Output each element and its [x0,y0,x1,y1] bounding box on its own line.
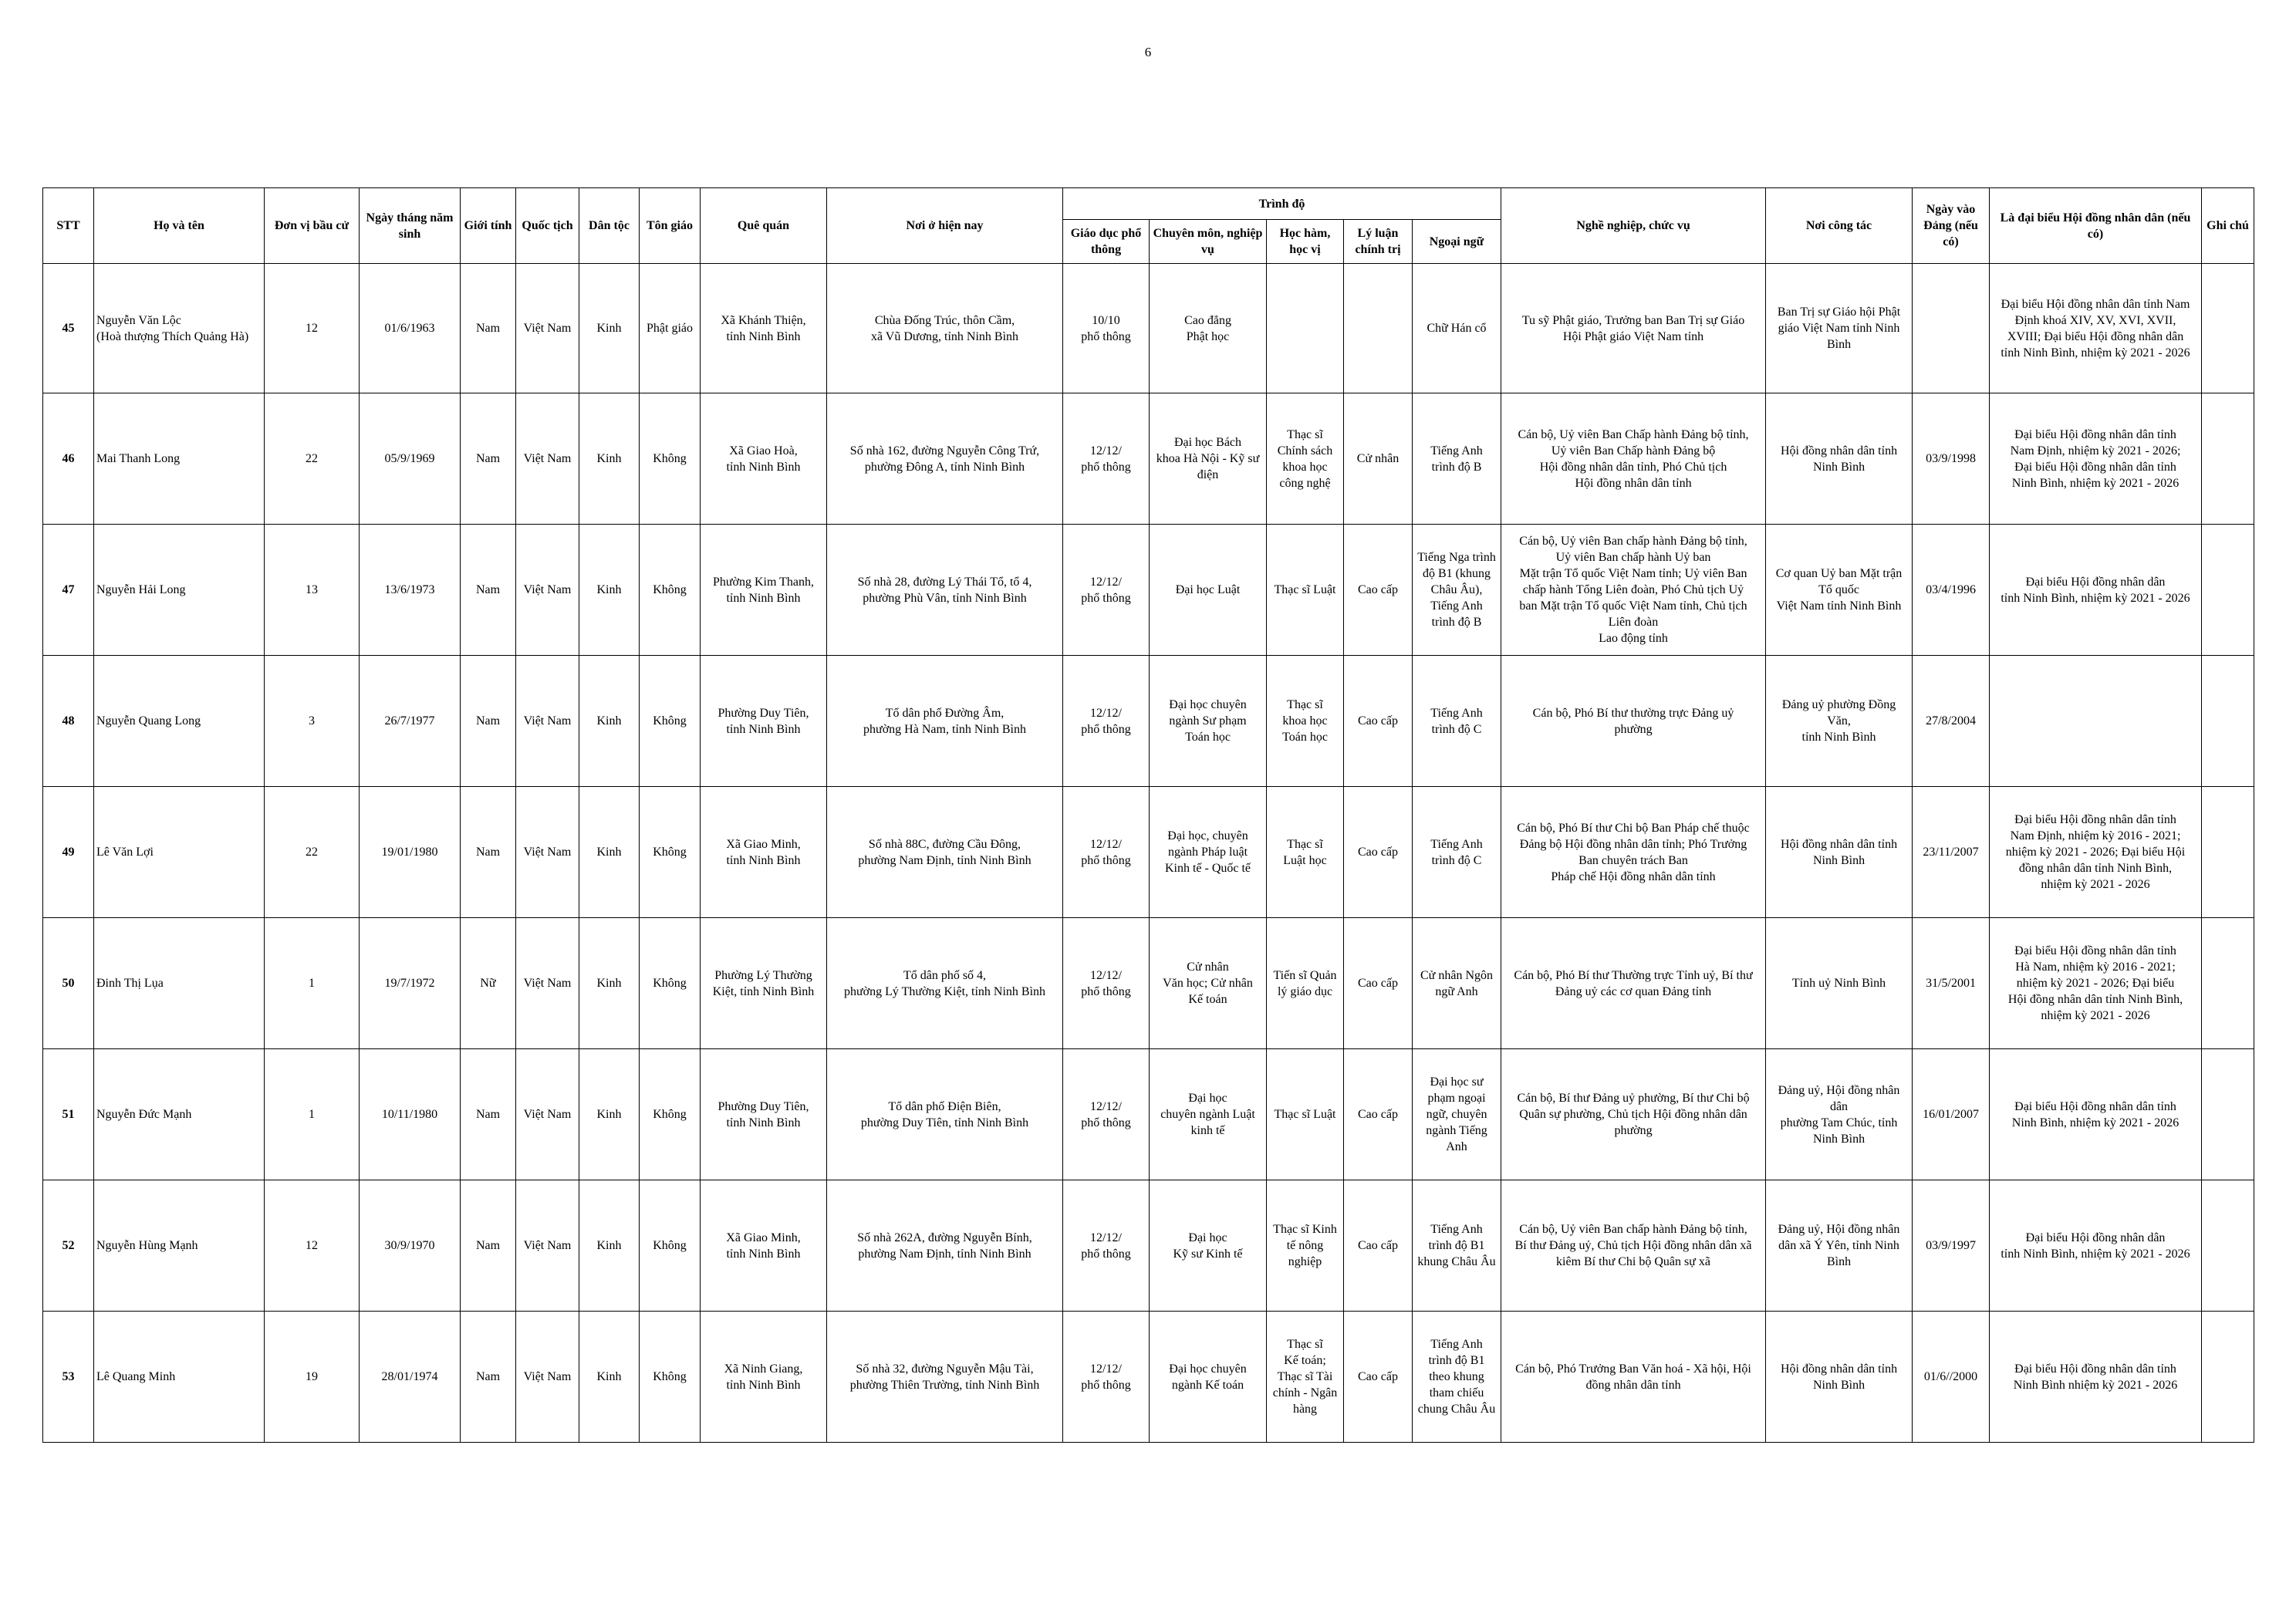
cell-ngay-vao-dang: 27/8/2004 [1913,656,1990,787]
cell-hoc-ham: Tiến sĩ Quản lý giáo dục [1267,918,1344,1049]
header-noi-o: Nơi ở hiện nay [827,188,1063,264]
cell-ngoai-ngu: Tiếng Anh trình độ B1 theo khung tham chiếu chung Châu Âu [1413,1312,1501,1443]
cell-hoc-ham: Thạc sĩ Luật [1267,1049,1344,1180]
cell-ho-ten: Nguyễn Hùng Mạnh [94,1180,265,1312]
cell-chuyen-mon: Đại học chuyên ngành Luật kinh tế [1150,1049,1267,1180]
cell-ghi-chu [2202,264,2254,393]
cell-stt: 52 [43,1180,94,1312]
cell-que-quan: Xã Giao Minh, tỉnh Ninh Bình [701,1180,827,1312]
page-number: 6 [1144,45,1152,59]
cell-don-vi: 1 [265,1049,360,1180]
cell-dai-bieu: Đại biểu Hội đồng nhân dân tỉnh Hà Nam, nhiệm kỳ 2016 - 2021; nhiệm kỳ 2021 - 2026; Đại biểu Hội đồng nhân dân tỉnh Ninh Bình, nhiệm kỳ 2021 - 2026 [1990,918,2202,1049]
cell-dai-bieu: Đại biểu Hội đồng nhân dân tỉnh Ninh Bình, nhiệm kỳ 2021 - 2026 [1990,525,2202,656]
cell-noi-cong-tac: Đảng uỷ phường Đồng Văn, tỉnh Ninh Bình [1766,656,1913,787]
header-ho-ten: Họ và tên [94,188,265,264]
cell-hoc-ham: Thạc sĩ Chính sách khoa học công nghệ [1267,393,1344,525]
cell-noi-cong-tac: Hội đồng nhân dân tỉnh Ninh Bình [1766,1312,1913,1443]
cell-dan-toc: Kinh [579,787,640,918]
cell-ngoai-ngu: Tiếng Anh trình độ B1 khung Châu Âu [1413,1180,1501,1312]
cell-ghi-chu [2202,525,2254,656]
cell-ly-luan: Cao cấp [1344,1312,1413,1443]
cell-gd-pho-thong: 12/12/ phổ thông [1063,393,1150,525]
cell-noi-o: Số nhà 32, đường Nguyễn Mậu Tài, phường Thiên Trường, tỉnh Ninh Bình [827,1312,1063,1443]
cell-hoc-ham: Thạc sĩ Kế toán; Thạc sĩ Tài chính - Ngân hàng [1267,1312,1344,1443]
cell-ho-ten: Nguyễn Đức Mạnh [94,1049,265,1180]
cell-ton-giao: Không [640,1180,701,1312]
cell-don-vi: 13 [265,525,360,656]
cell-dan-toc: Kinh [579,656,640,787]
cell-ngoai-ngu: Tiếng Anh trình độ C [1413,787,1501,918]
cell-que-quan: Phường Duy Tiên, tỉnh Ninh Bình [701,656,827,787]
cell-ngay-vao-dang [1913,264,1990,393]
cell-ngay-sinh: 10/11/1980 [360,1049,461,1180]
cell-ho-ten: Nguyễn Quang Long [94,656,265,787]
cell-gd-pho-thong: 12/12/ phổ thông [1063,1180,1150,1312]
cell-ngay-vao-dang: 31/5/2001 [1913,918,1990,1049]
cell-ly-luan: Cao cấp [1344,656,1413,787]
header-stt: STT [43,188,94,264]
cell-ly-luan: Cử nhân [1344,393,1413,525]
cell-ton-giao: Không [640,656,701,787]
cell-ly-luan: Cao cấp [1344,1049,1413,1180]
cell-quoc-tich: Việt Nam [516,787,579,918]
cell-dan-toc: Kinh [579,525,640,656]
cell-gd-pho-thong: 12/12/ phổ thông [1063,787,1150,918]
cell-dan-toc: Kinh [579,393,640,525]
cell-ngay-vao-dang: 01/6//2000 [1913,1312,1990,1443]
cell-ly-luan [1344,264,1413,393]
cell-noi-cong-tac: Ban Trị sự Giáo hội Phật giáo Việt Nam tỉnh Ninh Bình [1766,264,1913,393]
header-hoc-ham: Học hàm, học vị [1267,220,1344,264]
cell-dan-toc: Kinh [579,1312,640,1443]
header-noi-cong-tac: Nơi công tác [1766,188,1913,264]
cell-ho-ten: Nguyễn Hải Long [94,525,265,656]
cell-stt: 45 [43,264,94,393]
cell-gd-pho-thong: 12/12/ phổ thông [1063,656,1150,787]
header-don-vi: Đơn vị bầu cử [265,188,360,264]
cell-ton-giao: Không [640,393,701,525]
header-que-quan: Quê quán [701,188,827,264]
cell-ton-giao: Không [640,1312,701,1443]
cell-nghe-nghiep: Tu sỹ Phật giáo, Trưởng ban Ban Trị sự Giáo Hội Phật giáo Việt Nam tỉnh [1501,264,1766,393]
cell-don-vi: 22 [265,787,360,918]
cell-gd-pho-thong: 12/12/ phổ thông [1063,525,1150,656]
header-nghe-nghiep: Nghề nghiệp, chức vụ [1501,188,1766,264]
cell-gioi-tinh: Nam [461,656,516,787]
cell-don-vi: 1 [265,918,360,1049]
cell-ngay-sinh: 26/7/1977 [360,656,461,787]
table-row [43,656,2254,787]
cell-hoc-ham: Thạc sĩ khoa học Toán học [1267,656,1344,787]
cell-gioi-tinh: Nam [461,264,516,393]
cell-ly-luan: Cao cấp [1344,525,1413,656]
header-gioi-tinh: Giới tính [461,188,516,264]
cell-chuyen-mon: Đại học chuyên ngành Kế toán [1150,1312,1267,1443]
header-ngay-vao-dang: Ngày vào Đảng (nếu có) [1913,188,1990,264]
cell-noi-cong-tac: Đảng uỷ, Hội đồng nhân dân phường Tam Chúc, tỉnh Ninh Bình [1766,1049,1913,1180]
cell-quoc-tich: Việt Nam [516,1312,579,1443]
cell-gd-pho-thong: 10/10 phổ thông [1063,264,1150,393]
cell-nghe-nghiep: Cán bộ, Uỷ viên Ban chấp hành Đảng bộ tỉnh, Uỷ viên Ban chấp hành Uỷ ban Mặt trận Tổ quốc Việt Nam tỉnh; Uỷ viên Ban chấp hành Tổng Liên đoàn, Phó Chủ tịch Uỷ ban Mặt trận Tổ quốc Việt Nam tỉnh, Chủ tịch Liên đoàn Lao động tỉnh [1501,525,1766,656]
cell-hoc-ham: Thạc sĩ Kinh tế nông nghiệp [1267,1180,1344,1312]
cell-gioi-tinh: Nam [461,1180,516,1312]
cell-hoc-ham [1267,264,1344,393]
table-row [43,1312,2254,1443]
cell-don-vi: 19 [265,1312,360,1443]
table-row [43,525,2254,656]
cell-ton-giao: Không [640,787,701,918]
cell-dan-toc: Kinh [579,918,640,1049]
cell-ngay-vao-dang: 03/9/1997 [1913,1180,1990,1312]
cell-chuyen-mon: Cử nhân Văn học; Cử nhân Kế toán [1150,918,1267,1049]
cell-ghi-chu [2202,393,2254,525]
cell-don-vi: 22 [265,393,360,525]
cell-noi-o: Tổ dân phố số 4, phường Lý Thường Kiệt, tỉnh Ninh Bình [827,918,1063,1049]
cell-ho-ten: Đinh Thị Lụa [94,918,265,1049]
cell-stt: 49 [43,787,94,918]
cell-ghi-chu [2202,918,2254,1049]
cell-ngoai-ngu: Chữ Hán cổ [1413,264,1501,393]
table-row [43,1049,2254,1180]
cell-chuyen-mon: Đại học Kỹ sư Kinh tế [1150,1180,1267,1312]
cell-hoc-ham: Thạc sĩ Luật học [1267,787,1344,918]
cell-ly-luan: Cao cấp [1344,918,1413,1049]
table-row [43,1180,2254,1312]
cell-noi-o: Số nhà 88C, đường Cầu Đông, phường Nam Định, tỉnh Ninh Bình [827,787,1063,918]
cell-ghi-chu [2202,656,2254,787]
candidate-table [42,187,2254,1443]
cell-ngay-sinh: 28/01/1974 [360,1312,461,1443]
cell-ngay-sinh: 19/01/1980 [360,787,461,918]
cell-stt: 46 [43,393,94,525]
cell-gioi-tinh: Nam [461,787,516,918]
cell-gioi-tinh: Nam [461,1049,516,1180]
table-body [43,264,2254,1443]
cell-noi-o: Số nhà 28, đường Lý Thái Tổ, tổ 4, phường Phù Vân, tỉnh Ninh Bình [827,525,1063,656]
cell-don-vi: 3 [265,656,360,787]
cell-ngoai-ngu: Tiếng Anh trình độ C [1413,656,1501,787]
cell-que-quan: Xã Khánh Thiện, tỉnh Ninh Bình [701,264,827,393]
cell-stt: 53 [43,1312,94,1443]
header-quoc-tich: Quốc tịch [516,188,579,264]
cell-quoc-tich: Việt Nam [516,1180,579,1312]
cell-quoc-tich: Việt Nam [516,918,579,1049]
cell-quoc-tich: Việt Nam [516,393,579,525]
cell-noi-o: Tổ dân phố Điện Biên, phường Duy Tiên, tỉnh Ninh Bình [827,1049,1063,1180]
header-ngoai-ngu: Ngoại ngữ [1413,220,1501,264]
cell-ngay-sinh: 05/9/1969 [360,393,461,525]
cell-ngay-sinh: 13/6/1973 [360,525,461,656]
cell-stt: 51 [43,1049,94,1180]
cell-stt: 50 [43,918,94,1049]
header-gd-pho-thong: Giáo dục phổ thông [1063,220,1150,264]
cell-gd-pho-thong: 12/12/ phổ thông [1063,918,1150,1049]
header-trinh-do: Trình độ [1063,188,1501,220]
table-row [43,393,2254,525]
cell-ho-ten: Mai Thanh Long [94,393,265,525]
cell-noi-o: Tổ dân phố Đường Âm, phường Hà Nam, tỉnh Ninh Bình [827,656,1063,787]
cell-dai-bieu: Đại biểu Hội đồng nhân dân tỉnh Nam Định, nhiệm kỳ 2021 - 2026; Đại biểu Hội đồng nhân dân tỉnh Ninh Bình, nhiệm kỳ 2021 - 2026 [1990,393,2202,525]
cell-ngay-vao-dang: 03/4/1996 [1913,525,1990,656]
cell-que-quan: Xã Ninh Giang, tỉnh Ninh Bình [701,1312,827,1443]
cell-ngoai-ngu: Đại học sư phạm ngoại ngữ, chuyên ngành Tiếng Anh [1413,1049,1501,1180]
cell-noi-cong-tac: Đảng uỷ, Hội đồng nhân dân xã Ý Yên, tỉnh Ninh Bình [1766,1180,1913,1312]
cell-gioi-tinh: Nữ [461,918,516,1049]
cell-ho-ten: Nguyễn Văn Lộc (Hoà thượng Thích Quảng Hà) [94,264,265,393]
cell-dai-bieu: Đại biểu Hội đồng nhân dân tỉnh Ninh Bình, nhiệm kỳ 2021 - 2026 [1990,1049,2202,1180]
cell-chuyen-mon: Đại học Luật [1150,525,1267,656]
table-row [43,264,2254,393]
cell-quoc-tich: Việt Nam [516,656,579,787]
cell-dan-toc: Kinh [579,264,640,393]
cell-ghi-chu [2202,1180,2254,1312]
cell-stt: 47 [43,525,94,656]
cell-ngay-sinh: 30/9/1970 [360,1180,461,1312]
cell-ghi-chu [2202,787,2254,918]
cell-ngay-sinh: 01/6/1963 [360,264,461,393]
cell-chuyen-mon: Đại học chuyên ngành Sư phạm Toán học [1150,656,1267,787]
cell-gd-pho-thong: 12/12/ phổ thông [1063,1312,1150,1443]
header-ly-luan: Lý luận chính trị [1344,220,1413,264]
cell-nghe-nghiep: Cán bộ, Bí thư Đảng uỷ phường, Bí thư Chi bộ Quân sự phường, Chủ tịch Hội đồng nhân dân phường [1501,1049,1766,1180]
cell-noi-o: Số nhà 262A, đường Nguyễn Bính, phường Nam Định, tỉnh Ninh Bình [827,1180,1063,1312]
cell-noi-cong-tac: Hội đồng nhân dân tỉnh Ninh Bình [1766,787,1913,918]
cell-quoc-tich: Việt Nam [516,525,579,656]
cell-quoc-tich: Việt Nam [516,264,579,393]
header-chuyen-mon: Chuyên môn, nghiệp vụ [1150,220,1267,264]
header-ghi-chu: Ghi chú [2202,188,2254,264]
cell-dai-bieu: Đại biểu Hội đồng nhân dân tỉnh Nam Định, nhiệm kỳ 2016 - 2021; nhiệm kỳ 2021 - 2026; Đại biểu Hội đồng nhân dân tỉnh Ninh Bình, nhiệm kỳ 2021 - 2026 [1990,787,2202,918]
cell-gioi-tinh: Nam [461,525,516,656]
cell-dai-bieu [1990,656,2202,787]
cell-nghe-nghiep: Cán bộ, Phó Bí thư Chi bộ Ban Pháp chế thuộc Đảng bộ Hội đồng nhân dân tỉnh; Phó Trưởng Ban chuyên trách Ban Pháp chế Hội đồng nhân dân tỉnh [1501,787,1766,918]
cell-noi-cong-tac: Tỉnh uỷ Ninh Bình [1766,918,1913,1049]
cell-nghe-nghiep: Cán bộ, Phó Bí thư thường trực Đảng uỷ phường [1501,656,1766,787]
cell-ghi-chu [2202,1049,2254,1180]
cell-dan-toc: Kinh [579,1180,640,1312]
cell-ho-ten: Lê Văn Lợi [94,787,265,918]
cell-gioi-tinh: Nam [461,393,516,525]
cell-dai-bieu: Đại biểu Hội đồng nhân dân tỉnh Ninh Bình, nhiệm kỳ 2021 - 2026 [1990,1180,2202,1312]
cell-nghe-nghiep: Cán bộ, Uỷ viên Ban Chấp hành Đảng bộ tỉnh, Uỷ viên Ban Chấp hành Đảng bộ Hội đồng nhân dân tỉnh, Phó Chủ tịch Hội đồng nhân dân tỉnh [1501,393,1766,525]
cell-chuyen-mon: Đại học, chuyên ngành Pháp luật Kinh tế - Quốc tế [1150,787,1267,918]
cell-ngoai-ngu: Cử nhân Ngôn ngữ Anh [1413,918,1501,1049]
cell-ngay-vao-dang: 16/01/2007 [1913,1049,1990,1180]
cell-nghe-nghiep: Cán bộ, Uỷ viên Ban chấp hành Đảng bộ tỉnh, Bí thư Đảng uỷ, Chủ tịch Hội đồng nhân dân xã kiêm Bí thư Chi bộ Quân sự xã [1501,1180,1766,1312]
cell-ngoai-ngu: Tiếng Anh trình độ B [1413,393,1501,525]
cell-dan-toc: Kinh [579,1049,640,1180]
cell-nghe-nghiep: Cán bộ, Phó Trưởng Ban Văn hoá - Xã hội, Hội đồng nhân dân tỉnh [1501,1312,1766,1443]
cell-ton-giao: Không [640,525,701,656]
cell-ngay-sinh: 19/7/1972 [360,918,461,1049]
cell-don-vi: 12 [265,1180,360,1312]
cell-noi-o: Chùa Đống Trúc, thôn Cầm, xã Vũ Dương, tỉnh Ninh Bình [827,264,1063,393]
cell-que-quan: Phường Lý Thường Kiệt, tỉnh Ninh Bình [701,918,827,1049]
cell-dai-bieu: Đại biểu Hội đồng nhân dân tỉnh Nam Định khoá XIV, XV, XVI, XVII, XVIII; Đại biểu Hội đồng nhân dân tỉnh Ninh Bình, nhiệm kỳ 2021 - 2026 [1990,264,2202,393]
cell-ghi-chu [2202,1312,2254,1443]
cell-hoc-ham: Thạc sĩ Luật [1267,525,1344,656]
cell-ngay-vao-dang: 03/9/1998 [1913,393,1990,525]
cell-que-quan: Phường Duy Tiên, tỉnh Ninh Bình [701,1049,827,1180]
header-dan-toc: Dân tộc [579,188,640,264]
cell-ton-giao: Không [640,1049,701,1180]
cell-gioi-tinh: Nam [461,1312,516,1443]
table-row [43,918,2254,1049]
cell-chuyen-mon: Đại học Bách khoa Hà Nội - Kỹ sư điện [1150,393,1267,525]
cell-nghe-nghiep: Cán bộ, Phó Bí thư Thường trực Tỉnh uỷ, Bí thư Đảng uỷ các cơ quan Đảng tỉnh [1501,918,1766,1049]
cell-ngoai-ngu: Tiếng Nga trình độ B1 (khung Châu Âu), Tiếng Anh trình độ B [1413,525,1501,656]
cell-dai-bieu: Đại biểu Hội đồng nhân dân tỉnh Ninh Bình nhiệm kỳ 2021 - 2026 [1990,1312,2202,1443]
cell-gd-pho-thong: 12/12/ phổ thông [1063,1049,1150,1180]
cell-noi-o: Số nhà 162, đường Nguyễn Công Trứ, phường Đông A, tỉnh Ninh Bình [827,393,1063,525]
cell-que-quan: Phường Kim Thanh, tỉnh Ninh Bình [701,525,827,656]
cell-que-quan: Xã Giao Hoà, tỉnh Ninh Bình [701,393,827,525]
cell-stt: 48 [43,656,94,787]
header-dai-bieu: Là đại biểu Hội đồng nhân dân (nếu có) [1990,188,2202,264]
cell-ngay-vao-dang: 23/11/2007 [1913,787,1990,918]
cell-ton-giao: Phật giáo [640,264,701,393]
header-ton-giao: Tôn giáo [640,188,701,264]
cell-noi-cong-tac: Cơ quan Uỷ ban Mặt trận Tổ quốc Việt Nam tỉnh Ninh Bình [1766,525,1913,656]
cell-don-vi: 12 [265,264,360,393]
cell-que-quan: Xã Giao Minh, tỉnh Ninh Bình [701,787,827,918]
cell-quoc-tich: Việt Nam [516,1049,579,1180]
cell-chuyen-mon: Cao đẳng Phật học [1150,264,1267,393]
table-row [43,787,2254,918]
cell-noi-cong-tac: Hội đồng nhân dân tỉnh Ninh Bình [1766,393,1913,525]
cell-ly-luan: Cao cấp [1344,1180,1413,1312]
cell-ton-giao: Không [640,918,701,1049]
cell-ly-luan: Cao cấp [1344,787,1413,918]
header-ngay-sinh: Ngày tháng năm sinh [360,188,461,264]
cell-ho-ten: Lê Quang Minh [94,1312,265,1443]
